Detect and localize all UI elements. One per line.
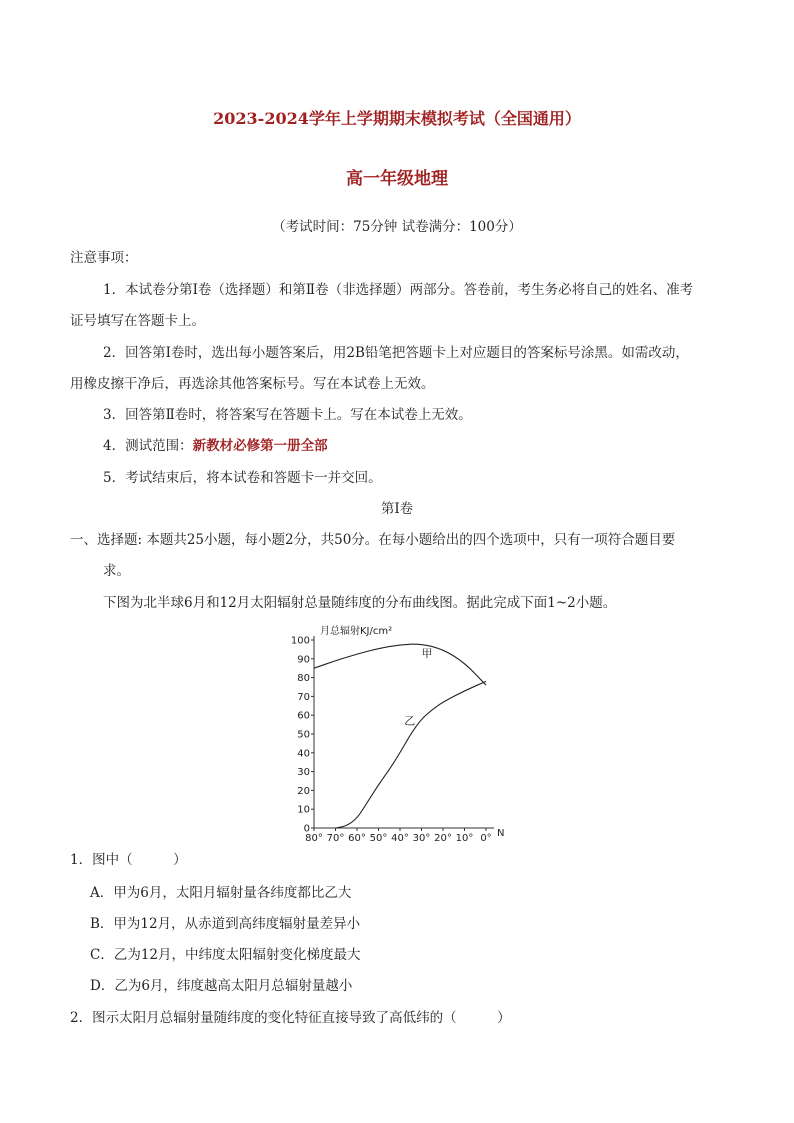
- x-tick-label: 20°: [434, 833, 452, 844]
- series-label-2: 乙: [404, 714, 416, 728]
- note-4: [103, 436, 328, 456]
- series-line-1: [314, 644, 486, 685]
- q1-option-b: B．甲为12月，从赤道到高纬度辐射量差异小: [90, 916, 361, 932]
- note-1-line-2: 证号填写在答题卡上。: [70, 313, 205, 329]
- y-tick-label: 50: [297, 729, 310, 741]
- section-intro-line-2: 求。: [103, 563, 130, 579]
- y-tick-label: 100: [290, 635, 310, 647]
- note-2-line-1: 2．回答第Ⅰ卷时，选出每小题答案后，用2B铅笔把答题卡上对应题目的答案标号涂黑。如需改动，: [103, 345, 689, 361]
- y-tick-label: 10: [297, 804, 310, 816]
- radiation-latitude-chart: [290, 620, 510, 845]
- note-2-line-2: 用橡皮擦干净后，再选涂其他答案标号。写在本试卷上无效。: [70, 376, 435, 392]
- test-scope: 新教材必修第一册全部: [192, 438, 328, 454]
- volume-heading: 第Ⅰ卷: [380, 501, 414, 517]
- x-tick-label: 0°: [480, 833, 492, 844]
- x-tick-label: 10°: [455, 833, 474, 844]
- note-5: 5．考试结束后，将本试卷和答题卡一并交回。: [103, 470, 382, 486]
- x-tick-label: 80°: [305, 833, 323, 844]
- y-tick-label: 70: [297, 691, 310, 703]
- section-intro-line-1: 一、选择题: 本题共25小题，每小题2分，共50分。在每小题给出的四个选项中，只有一项符合题目要: [70, 532, 676, 548]
- y-tick-label: 20: [297, 785, 310, 797]
- y-tick-label: 90: [297, 654, 310, 666]
- x-tick-label: 40°: [391, 833, 409, 844]
- x-tick-label: 70°: [326, 833, 345, 844]
- y-tick-label: 60: [297, 710, 310, 722]
- q1-option-c: C．乙为12月，中纬度太阳辐射变化梯度最大: [90, 947, 361, 963]
- note-3: 3．回答第Ⅱ卷时，将答案写在答题卡上。写在本试卷上无效。: [103, 407, 472, 423]
- subject-title: 高一年级地理: [346, 169, 448, 189]
- y-axis-label: 月总辐射KJ/cm²: [320, 626, 393, 637]
- series-label-1: 甲: [421, 646, 433, 660]
- x-tick-label: 50°: [369, 833, 388, 844]
- series-line-2: [336, 681, 487, 828]
- x-tick-label: 30°: [412, 833, 431, 844]
- passage-text: 下图为北半球6月和12月太阳辐射总量随纬度的分布曲线图。据此完成下面1~2小题。: [103, 595, 617, 611]
- q2-stem: 2．图示太阳月总辐射量随纬度的变化特征直接导致了高低纬的（ ）: [70, 1010, 511, 1026]
- notes-heading: 注意事项：: [70, 250, 138, 266]
- y-tick-label: 80: [297, 673, 310, 685]
- note-4-prefix: 4．测试范围：: [103, 438, 193, 454]
- y-tick-label: 40: [297, 748, 310, 760]
- q1-option-d: D．乙为6月，纬度越高太阳月总辐射量越小: [90, 978, 353, 994]
- note-1-line-1: 1．本试卷分第Ⅰ卷（选择题）和第Ⅱ卷（非选择题）两部分。答卷前，考生务必将自己的姓名、准考: [103, 282, 694, 298]
- x-tick-labels: [305, 828, 492, 844]
- y-tick-label: 0: [303, 823, 310, 835]
- chart-axes: [314, 636, 494, 828]
- exam-info: （考试时间：75分钟 试卷满分：100分）: [272, 219, 522, 235]
- x-tick-label: 60°: [348, 833, 366, 844]
- q1-option-a: A．甲为6月，太阳月辐射量各纬度都比乙大: [90, 885, 352, 901]
- chart-series: [314, 644, 486, 828]
- x-axis-label: N: [497, 828, 505, 839]
- q1-stem: 1．图中（ ）: [70, 852, 187, 868]
- exam-title: 2023-2024学年上学期期末模拟考试（全国通用）: [213, 109, 581, 128]
- y-tick-labels: [291, 636, 314, 835]
- y-tick-label: 30: [297, 767, 310, 779]
